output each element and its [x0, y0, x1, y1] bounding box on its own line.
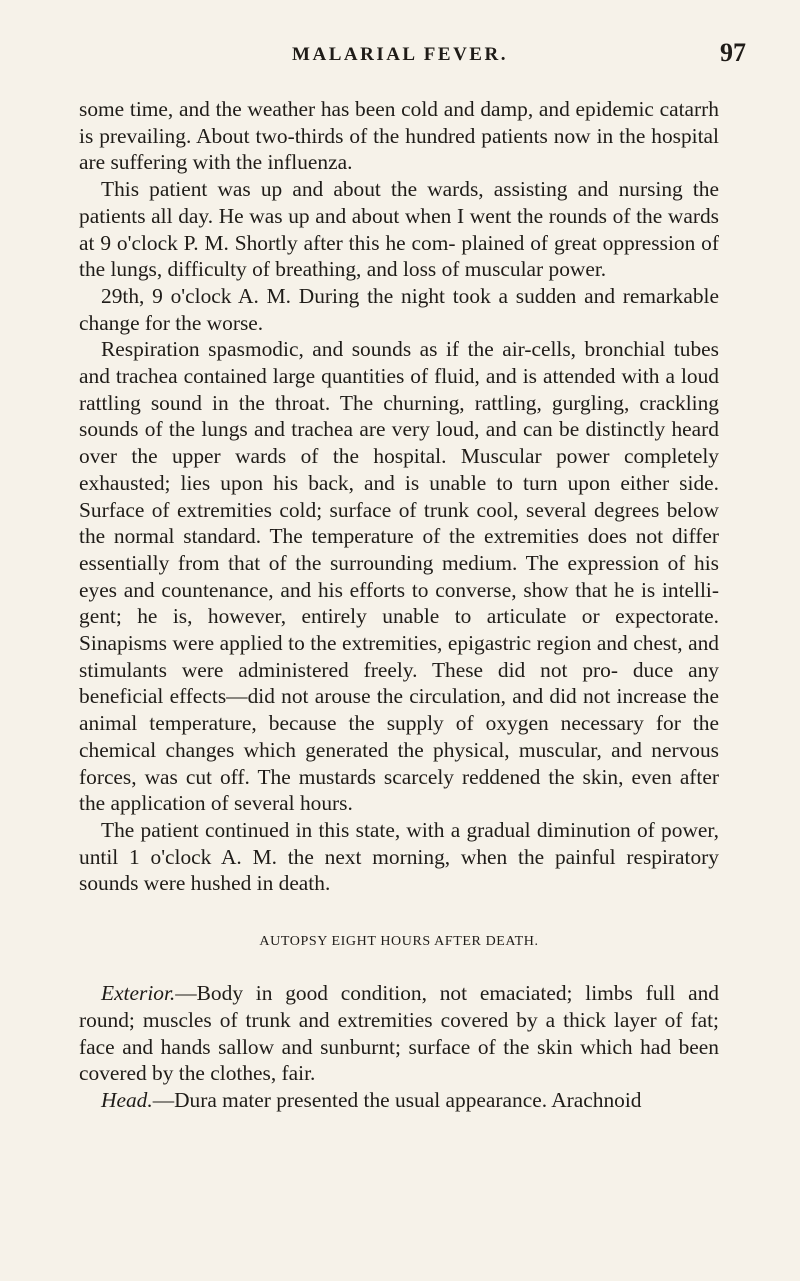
paragraph-respiration: Respiration spasmodic, and sounds as if the air-cells, bronchial tubes and trachea contained large quantities of fluid, and is attended with a loud rattling sound in the throat. The churning, rattling, gurgling, crackling sounds of the lungs and trachea are very loud, and can be distinctly heard over the upper wards of the hospital. Muscular power completely exhausted; lies upon his back, and is unable to turn upon either side. Surface of extremities cold; surface of trunk cool, several degrees below the normal standard. The temperature of the extremities does not differ essentially from that of the surrounding medium. The expression of his eyes and countenance, and his efforts to converse, show that he is intelli- gent; he is, however, entirely unable to articulate or expectorate. Sinapisms were applied to the extremities, epigastric region and chest, and stimulants were administered freely. These did not pro- duce any beneficial effects—did not arouse the circulation, and did not increase the animal temperature, because the supply of oxygen necessary for the chemical changes which generated the physical, muscular, and nervous forces, was cut off. The mustards scarcely reddened the skin, even after the application of several hours.	[79, 337, 719, 816]
section-heading-autopsy: AUTOPSY EIGHT HOURS AFTER DEATH.	[259, 934, 539, 950]
head-text: —Dura mater presented the usual appearance. Arachnoid	[152, 1087, 642, 1112]
page-number: 97	[720, 38, 746, 67]
head-label: Head.	[101, 1087, 153, 1112]
paragraph-exterior	[79, 980, 719, 1087]
running-title: MALARIAL FEVER.	[292, 44, 508, 65]
body-text	[79, 96, 719, 1114]
paragraph-death: The patient continued in this state, with a gradual diminution of power, until 1 o'clock A. M. the next morning, when the painful respiratory sounds were hushed in death.	[79, 817, 719, 896]
paragraph-catarrh: some time, and the weather has been cold and damp, and epidemic catarrh is prevailing. About two-thirds of the hundred patients now in the hospital are suffering with the influenza.	[79, 97, 719, 175]
paragraph-patient-rounds: This patient was up and about the wards, assisting and nursing the patients all day. He was up and about when I went the rounds of the wards at 9 o'clock P. M. Shortly after this he com- plained of great oppression of the lungs, difficulty of breathing, and loss of muscular power.	[79, 177, 719, 282]
running-head	[0, 38, 800, 72]
exterior-label: Exterior.	[101, 981, 176, 1006]
paragraph-29th: 29th, 9 o'clock A. M. During the night took a sudden and remarkable change for the worse.	[79, 283, 719, 335]
paragraph-head	[79, 1087, 719, 1114]
exterior-text: —Body in good condition, not emaciated; limbs full and round; muscles of trunk and extremities covered by a thick layer of fat; face and hands sallow and sunburnt; surface of the skin which had been covered by the clothes, fair.	[79, 981, 719, 1086]
